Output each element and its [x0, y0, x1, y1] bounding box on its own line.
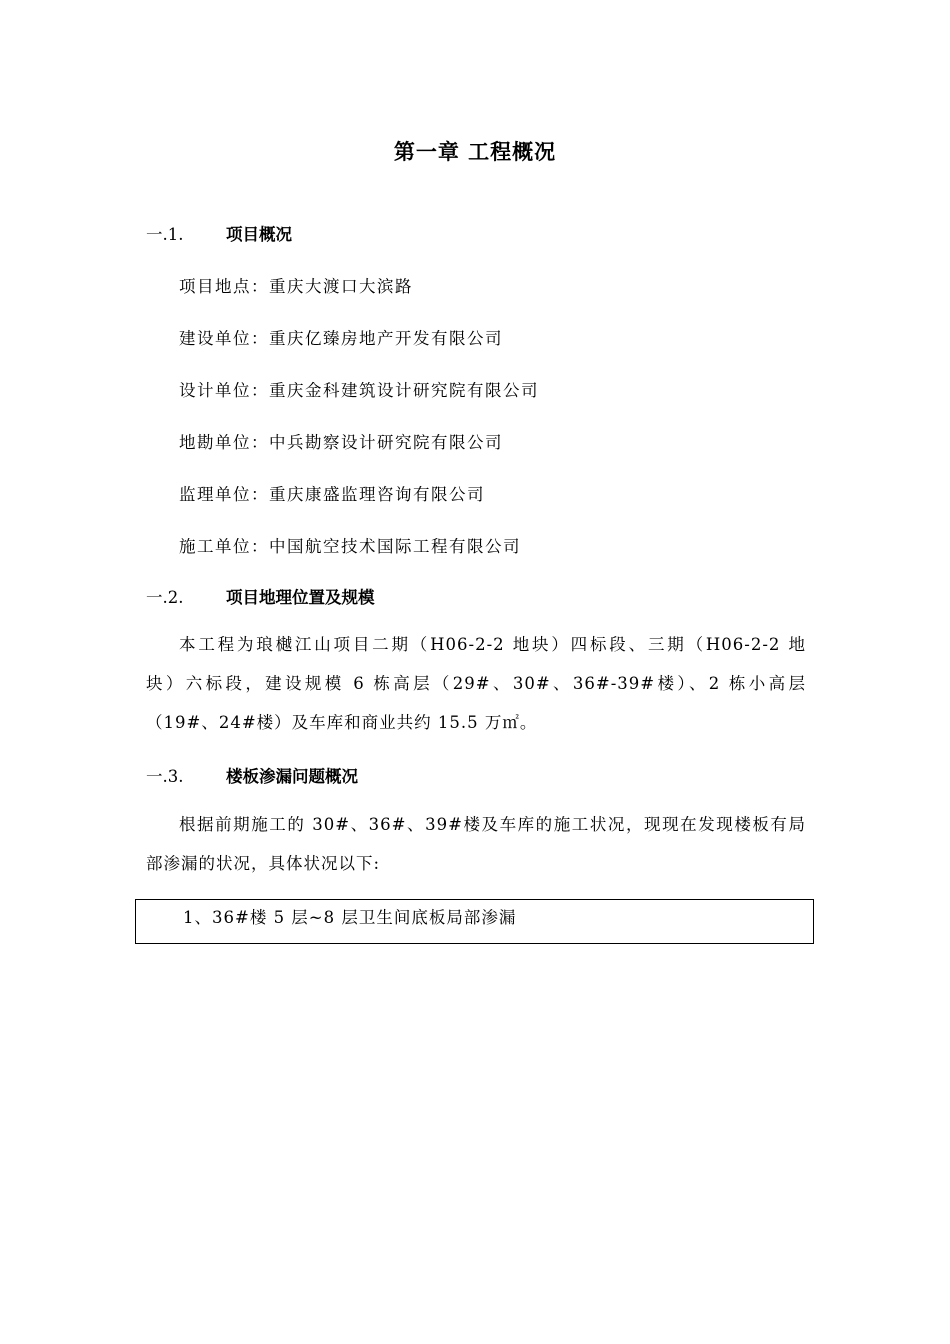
leak-item-box: [135, 899, 814, 944]
paragraph-line: 根据前期施工的 30#、36#、39#楼及车库的施工状况，现现在发现楼板有局: [179, 815, 806, 834]
info-design-unit: 设计单位：重庆金科建筑设计研究院有限公司: [179, 381, 539, 400]
info-construction-unit: 建设单位：重庆亿臻房地产开发有限公司: [179, 329, 503, 348]
section-title: 楼板渗漏问题概况: [226, 767, 358, 786]
section-title: 项目地理位置及规模: [226, 588, 375, 607]
section-heading-project-overview: [146, 221, 292, 245]
leak-paragraph: [146, 805, 806, 883]
section-heading-location-scale: [146, 584, 375, 608]
paragraph-line: （19#、24#楼）及车库和商业共约 15.5 万㎡。: [146, 713, 538, 732]
info-contractor-unit: 施工单位：中国航空技术国际工程有限公司: [179, 537, 521, 556]
scale-paragraph: [146, 625, 806, 742]
leak-item-text: 1、36#楼 5 层~8 层卫生间底板局部渗漏: [183, 908, 517, 927]
paragraph-line: 块）六标段，建设规模 6 栋高层（29#、30#、36#-39#楼）、2 栋小高层: [146, 674, 806, 693]
section-number: 一.1.: [146, 225, 184, 244]
section-heading-leak-overview: [146, 763, 358, 787]
info-supervision-unit: 监理单位：重庆康盛监理咨询有限公司: [179, 485, 485, 504]
paragraph-line: 部渗漏的状况，具体状况以下:: [146, 854, 381, 873]
chapter-title: 第一章 工程概况: [393, 140, 557, 164]
info-survey-unit: 地勘单位：中兵勘察设计研究院有限公司: [179, 433, 503, 452]
section-number: 一.3.: [146, 767, 184, 786]
info-project-location: 项目地点：重庆大渡口大滨路: [179, 277, 413, 296]
paragraph-line: 本工程为琅樾江山项目二期（H06-2-2 地块）四标段、三期（H06-2-2 地: [179, 635, 806, 654]
section-title: 项目概况: [226, 225, 292, 244]
section-number: 一.2.: [146, 588, 184, 607]
